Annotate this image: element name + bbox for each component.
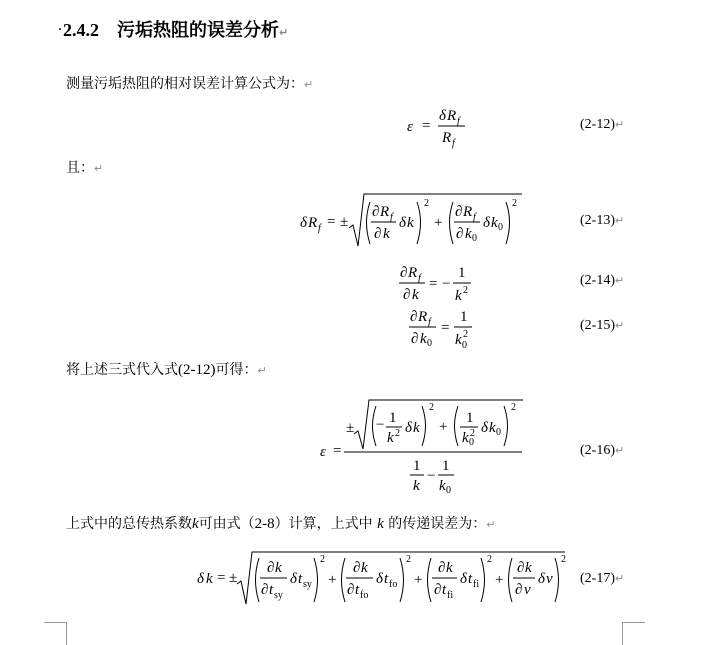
- svg-text:ε: ε: [320, 444, 326, 460]
- svg-text:∂: ∂: [400, 265, 408, 281]
- equation-2-15: [408, 306, 488, 352]
- equation-2-12: [405, 104, 475, 148]
- svg-text:t: t: [298, 571, 303, 587]
- svg-text:fi: fi: [473, 579, 480, 590]
- svg-text:∂: ∂: [456, 226, 464, 242]
- svg-text:ν: ν: [546, 571, 553, 587]
- svg-text:k: k: [387, 430, 394, 446]
- svg-text:1: 1: [389, 410, 397, 426]
- equation-number: (2-17)↵: [580, 571, 625, 586]
- svg-text:2: 2: [406, 554, 411, 565]
- paragraph-mark-icon: ↵: [94, 162, 104, 175]
- right-paren: [422, 406, 426, 446]
- svg-text:k: k: [455, 332, 462, 348]
- svg-text:f: f: [318, 223, 321, 234]
- paragraph-mark-icon: ↵: [615, 118, 625, 131]
- svg-text:+: +: [434, 215, 443, 231]
- svg-text:=: =: [333, 443, 342, 459]
- svg-text:δ: δ: [538, 571, 545, 587]
- and-text: 且：: [66, 160, 94, 176]
- svg-text:−: −: [376, 417, 385, 433]
- svg-text:2: 2: [424, 198, 429, 209]
- svg-text:∂: ∂: [434, 582, 442, 598]
- left-paren: [450, 202, 454, 244]
- svg-text:sy: sy: [303, 579, 312, 590]
- svg-text:k: k: [446, 560, 453, 576]
- eq-symbol: δ: [439, 108, 446, 124]
- svg-text:t: t: [384, 571, 389, 587]
- svg-text:−: −: [427, 468, 436, 484]
- svg-text:−: −: [442, 276, 451, 292]
- right-paren: [481, 558, 485, 602]
- equation-number: (2-15)↵: [580, 318, 625, 333]
- right-paren: [555, 558, 559, 602]
- svg-text:=: =: [327, 214, 336, 230]
- page-corner-mark: [44, 622, 67, 645]
- svg-text:+: +: [328, 572, 337, 588]
- svg-text:fi: fi: [447, 590, 454, 601]
- equation-number: (2-13)↵: [580, 213, 625, 228]
- svg-text:k: k: [491, 215, 498, 231]
- svg-text:k: k: [489, 420, 496, 436]
- section-title: 污垢热阻的误差分析: [117, 20, 280, 40]
- heading-bullet: ·: [58, 22, 63, 36]
- svg-text:=: =: [217, 570, 226, 586]
- svg-text:k: k: [383, 226, 390, 242]
- svg-text:0: 0: [462, 340, 467, 351]
- svg-text:∂: ∂: [517, 560, 525, 576]
- svg-text:f: f: [418, 273, 421, 284]
- svg-text:t: t: [468, 571, 473, 587]
- right-paren: [400, 558, 404, 602]
- paragraph-mark-icon: ↵: [615, 274, 625, 287]
- svg-text:2: 2: [511, 402, 516, 413]
- svg-text:1: 1: [460, 309, 468, 325]
- svg-text:∂: ∂: [410, 309, 418, 325]
- svg-text:δ: δ: [460, 571, 467, 587]
- svg-text:∂: ∂: [267, 560, 275, 576]
- svg-text:t: t: [442, 582, 447, 598]
- svg-text:±: ±: [346, 420, 355, 436]
- section-number: 2.4.2: [63, 20, 100, 40]
- paragraph-mark-icon: ↵: [257, 364, 267, 377]
- svg-text:1: 1: [442, 458, 450, 474]
- equation-number: (2-12)↵: [580, 117, 625, 132]
- svg-text:δ: δ: [290, 571, 297, 587]
- svg-text:R: R: [418, 309, 428, 325]
- eq-symbol: R: [447, 108, 457, 124]
- svg-text:2: 2: [429, 402, 434, 413]
- svg-text:2: 2: [561, 554, 566, 565]
- paragraph-mark-icon: ↵: [615, 319, 625, 332]
- intro-text: 测量污垢热阻的相对误差计算公式为：: [66, 76, 304, 92]
- right-paren: [506, 202, 510, 244]
- svg-text:∂: ∂: [347, 582, 355, 598]
- left-paren: [342, 558, 346, 602]
- svg-text:1: 1: [466, 410, 474, 426]
- svg-text:ν: ν: [524, 582, 531, 598]
- svg-text:k: k: [525, 560, 532, 576]
- svg-text:2: 2: [470, 428, 475, 439]
- right-paren: [417, 202, 421, 244]
- svg-text:+: +: [439, 419, 448, 435]
- svg-text:δ: δ: [481, 420, 488, 436]
- svg-text:∂: ∂: [515, 582, 523, 598]
- svg-text:t: t: [355, 582, 360, 598]
- svg-text:0: 0: [498, 222, 503, 233]
- svg-text:=: =: [441, 320, 450, 336]
- paragraph-mark-icon: ↵: [304, 78, 314, 91]
- svg-text:sy: sy: [274, 590, 283, 601]
- svg-text:R: R: [380, 204, 390, 220]
- svg-text:∂: ∂: [438, 560, 446, 576]
- paragraph-mark-icon: ↵: [615, 444, 625, 457]
- equation-2-16: [318, 392, 538, 496]
- k-paragraph: 上式中的总传热系数k可由式（2-8）计算，上式中 k 的传递误差为：↵: [66, 516, 496, 532]
- svg-text:±: ±: [229, 570, 238, 586]
- section-heading: [58, 16, 288, 42]
- svg-text:2: 2: [512, 198, 517, 209]
- eq-symbol: ε: [407, 119, 413, 135]
- svg-text:2: 2: [487, 554, 492, 565]
- svg-text:R: R: [463, 204, 473, 220]
- paragraph-mark-icon: ↵: [615, 214, 625, 227]
- svg-text:δ: δ: [300, 215, 307, 231]
- svg-text:f: f: [428, 317, 431, 328]
- svg-text:k: k: [361, 560, 368, 576]
- svg-text:k: k: [412, 287, 419, 303]
- svg-text:0: 0: [496, 427, 501, 438]
- svg-text:δ: δ: [399, 215, 406, 231]
- substitute-paragraph: 将上述三式代入式(2-12)可得：↵: [66, 362, 267, 378]
- svg-text:k: k: [420, 331, 427, 347]
- svg-text:2: 2: [463, 285, 468, 296]
- svg-text:2: 2: [395, 428, 400, 439]
- svg-text:k: k: [462, 430, 469, 446]
- equation-2-13: [300, 190, 530, 250]
- svg-text:1: 1: [413, 458, 421, 474]
- svg-text:∂: ∂: [403, 287, 411, 303]
- svg-text:fo: fo: [389, 579, 398, 590]
- svg-text:k: k: [413, 478, 420, 494]
- svg-text:1: 1: [458, 265, 466, 281]
- right-paren: [504, 406, 508, 446]
- svg-text:∂: ∂: [374, 226, 382, 242]
- svg-text:∂: ∂: [372, 204, 380, 220]
- paragraph-mark-icon: ↵: [615, 572, 625, 585]
- svg-text:R: R: [408, 265, 418, 281]
- eq-symbol: f: [457, 116, 460, 127]
- svg-text:∂: ∂: [411, 331, 419, 347]
- svg-text:k: k: [465, 226, 472, 242]
- svg-text:0: 0: [469, 437, 474, 448]
- intro-paragraph: [66, 73, 313, 93]
- right-paren: [314, 558, 318, 602]
- svg-text:2: 2: [320, 554, 325, 565]
- svg-text:δ: δ: [376, 571, 383, 587]
- svg-text:2: 2: [463, 329, 468, 340]
- svg-text:f: f: [390, 212, 393, 223]
- svg-text:k: k: [206, 571, 213, 587]
- left-paren: [428, 558, 432, 602]
- svg-text:0: 0: [446, 485, 451, 496]
- equation-2-14: [398, 262, 488, 306]
- equation-number: (2-16)↵: [580, 443, 625, 458]
- eq-symbol: =: [422, 118, 431, 134]
- left-paren: [509, 558, 513, 602]
- svg-text:0: 0: [427, 338, 432, 349]
- paragraph-mark-icon: ↵: [486, 518, 496, 531]
- svg-text:δ: δ: [405, 420, 412, 436]
- and-paragraph: [66, 157, 103, 177]
- svg-text:+: +: [495, 572, 504, 588]
- left-paren: [367, 202, 371, 244]
- svg-text:k: k: [413, 420, 420, 436]
- svg-text:+: +: [414, 572, 423, 588]
- left-paren: [455, 406, 459, 446]
- svg-text:k: k: [455, 288, 462, 304]
- svg-text:k: k: [407, 215, 414, 231]
- eq-symbol: f: [452, 138, 455, 149]
- svg-text:t: t: [269, 582, 274, 598]
- svg-text:±: ±: [340, 214, 349, 230]
- left-paren: [256, 558, 260, 602]
- eq-symbol: R: [442, 130, 452, 146]
- equation-number: (2-14)↵: [580, 273, 625, 288]
- svg-text:δ: δ: [483, 215, 490, 231]
- page-corner-mark: [622, 622, 645, 645]
- svg-text:∂: ∂: [353, 560, 361, 576]
- svg-text:fo: fo: [360, 590, 369, 601]
- svg-text:R: R: [308, 215, 318, 231]
- svg-text:=: =: [429, 276, 438, 292]
- svg-text:f: f: [473, 212, 476, 223]
- svg-text:∂: ∂: [455, 204, 463, 220]
- svg-text:∂: ∂: [261, 582, 269, 598]
- equation-2-17: [197, 546, 572, 610]
- paragraph-mark-icon: ↵: [279, 26, 289, 39]
- svg-text:k: k: [439, 478, 446, 494]
- svg-text:δ: δ: [197, 571, 204, 587]
- svg-text:0: 0: [472, 233, 477, 244]
- svg-text:k: k: [275, 560, 282, 576]
